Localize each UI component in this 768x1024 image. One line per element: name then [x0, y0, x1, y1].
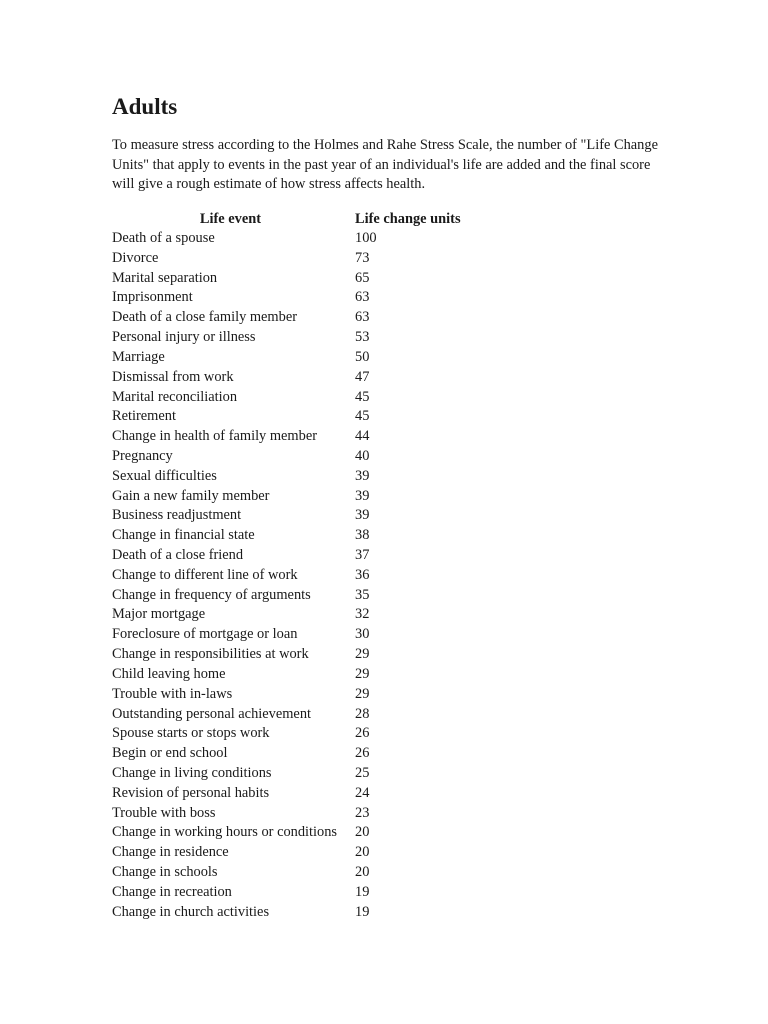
life-event-cell: Spouse starts or stops work: [112, 725, 270, 742]
life-event-cell: Change in recreation: [112, 883, 232, 900]
life-event-cell: Change in residence: [112, 844, 229, 861]
table-row: [110, 427, 485, 447]
table-row: [110, 368, 485, 388]
life-event-cell: Personal injury or illness: [112, 329, 256, 346]
life-change-units-cell: 29: [355, 665, 370, 682]
table-row: [110, 804, 485, 824]
life-change-units-cell: 65: [355, 269, 370, 286]
life-change-units-cell: 37: [355, 547, 370, 563]
life-change-units-cell: 30: [355, 626, 370, 643]
life-event-cell: Trouble with in-laws: [112, 685, 233, 702]
life-event-cell: Imprisonment: [112, 289, 193, 306]
life-change-units-cell: 45: [355, 408, 370, 425]
life-change-units-cell: 39: [355, 467, 370, 484]
life-change-units-cell: 26: [355, 745, 370, 762]
life-change-units-cell: 73: [355, 249, 370, 266]
table-row: [110, 784, 485, 804]
table-row: [110, 823, 485, 843]
life-event-cell: Change in frequency of arguments: [112, 586, 311, 603]
life-event-cell: Marriage: [112, 348, 165, 365]
table-row: [110, 863, 485, 883]
life-event-cell: Sexual difficulties: [112, 467, 217, 484]
life-event-cell: Child leaving home: [112, 665, 226, 682]
table-header-row: [110, 210, 485, 229]
table-row: [110, 407, 485, 427]
life-change-units-cell: 38: [355, 527, 370, 544]
life-event-cell: Dismissal from work: [112, 368, 234, 385]
life-event-cell: Change in working hours or conditions: [112, 824, 338, 841]
table-row: [110, 269, 485, 289]
life-event-cell: Change in responsibilities at work: [112, 646, 309, 663]
life-change-units-cell: 36: [355, 566, 370, 583]
life-change-units-cell: 25: [355, 764, 370, 781]
life-change-units-cell: 39: [355, 507, 370, 524]
life-change-units-cell: 40: [355, 447, 370, 464]
life-event-cell: Foreclosure of mortgage or loan: [112, 626, 298, 643]
life-change-units-cell: 23: [355, 804, 370, 821]
table-row: [110, 764, 485, 784]
table-row: [110, 685, 485, 705]
table-body: [110, 229, 485, 922]
life-event-cell: Outstanding personal achievement: [112, 705, 312, 722]
table-row: [110, 487, 485, 507]
life-event-cell: Change in living conditions: [112, 764, 272, 781]
life-change-units-cell: 53: [355, 329, 370, 346]
life-event-cell: Death of a close friend: [112, 547, 244, 563]
page-title: Adults: [112, 94, 178, 119]
life-event-cell: Divorce: [112, 249, 159, 266]
life-change-units-cell: 24: [355, 784, 370, 801]
life-event-cell: Marital separation: [112, 269, 218, 286]
life-change-units-cell: 39: [355, 487, 370, 504]
life-event-cell: Pregnancy: [112, 447, 173, 464]
table-row: [110, 645, 485, 665]
life-event-cell: Change in financial state: [112, 527, 255, 544]
life-change-units-cell: 50: [355, 348, 370, 365]
life-event-cell: Retirement: [112, 408, 176, 425]
table-row: [110, 724, 485, 744]
table-row: [110, 348, 485, 368]
life-event-cell: Death of a close family member: [112, 309, 298, 326]
life-change-units-cell: 20: [355, 824, 370, 841]
life-change-units-cell: 35: [355, 586, 370, 603]
life-event-cell: Revision of personal habits: [112, 784, 270, 801]
life-events-table: [110, 210, 485, 922]
table-row: [110, 546, 485, 566]
table-row: [110, 705, 485, 725]
header-life-event: Life event: [199, 211, 262, 227]
table-row: [110, 843, 485, 863]
life-event-cell: Business readjustment: [112, 507, 242, 524]
intro-paragraph: To measure stress according to the Holmes and Rahe Stress Scale, the number of "Life Change Units" that apply to events in the past year of an individual's life are added and the final score will give a rough estimate of how stress affects health.: [112, 137, 658, 192]
life-change-units-cell: 28: [355, 705, 370, 722]
life-change-units-cell: 44: [355, 428, 370, 445]
table-row: [110, 744, 485, 764]
life-event-cell: Marital reconciliation: [112, 388, 238, 405]
table-row: [110, 229, 485, 249]
life-event-cell: Begin or end school: [112, 745, 228, 762]
table-row: [110, 883, 485, 903]
life-change-units-cell: 32: [355, 606, 370, 623]
life-event-cell: Trouble with boss: [112, 804, 216, 821]
table-row: [110, 625, 485, 645]
life-event-cell: Change in schools: [112, 864, 218, 880]
header-life-change-units: Life change units: [355, 211, 461, 227]
table-row: [110, 467, 485, 487]
life-change-units-cell: 63: [355, 309, 370, 326]
table-row: [110, 388, 485, 408]
table-row: [110, 447, 485, 467]
life-event-cell: Change to different line of work: [112, 566, 298, 583]
table-row: [110, 605, 485, 625]
life-event-cell: Major mortgage: [112, 606, 206, 623]
life-change-units-cell: 29: [355, 646, 370, 663]
life-event-cell: Change in health of family member: [112, 428, 318, 445]
table-row: [110, 526, 485, 546]
life-change-units-cell: 19: [355, 903, 370, 920]
table-row: [110, 249, 485, 269]
table-row: [110, 308, 485, 328]
table-row: [110, 506, 485, 526]
table-row: [110, 288, 485, 308]
life-change-units-cell: 20: [355, 864, 370, 880]
life-event-cell: Death of a spouse: [112, 230, 215, 246]
table-row: [110, 665, 485, 685]
table-row: [110, 566, 485, 586]
life-change-units-cell: 47: [355, 368, 370, 385]
life-change-units-cell: 26: [355, 725, 370, 742]
life-change-units-cell: 29: [355, 685, 370, 702]
life-event-cell: Change in church activities: [112, 903, 270, 920]
table-row: [110, 328, 485, 348]
life-event-cell: Gain a new family member: [112, 487, 270, 504]
table-row: [110, 903, 485, 923]
life-change-units-cell: 63: [355, 289, 370, 306]
life-change-units-cell: 45: [355, 388, 370, 405]
life-change-units-cell: 100: [355, 230, 377, 246]
table-row: [110, 586, 485, 606]
life-change-units-cell: 19: [355, 883, 370, 900]
life-change-units-cell: 20: [355, 844, 370, 861]
